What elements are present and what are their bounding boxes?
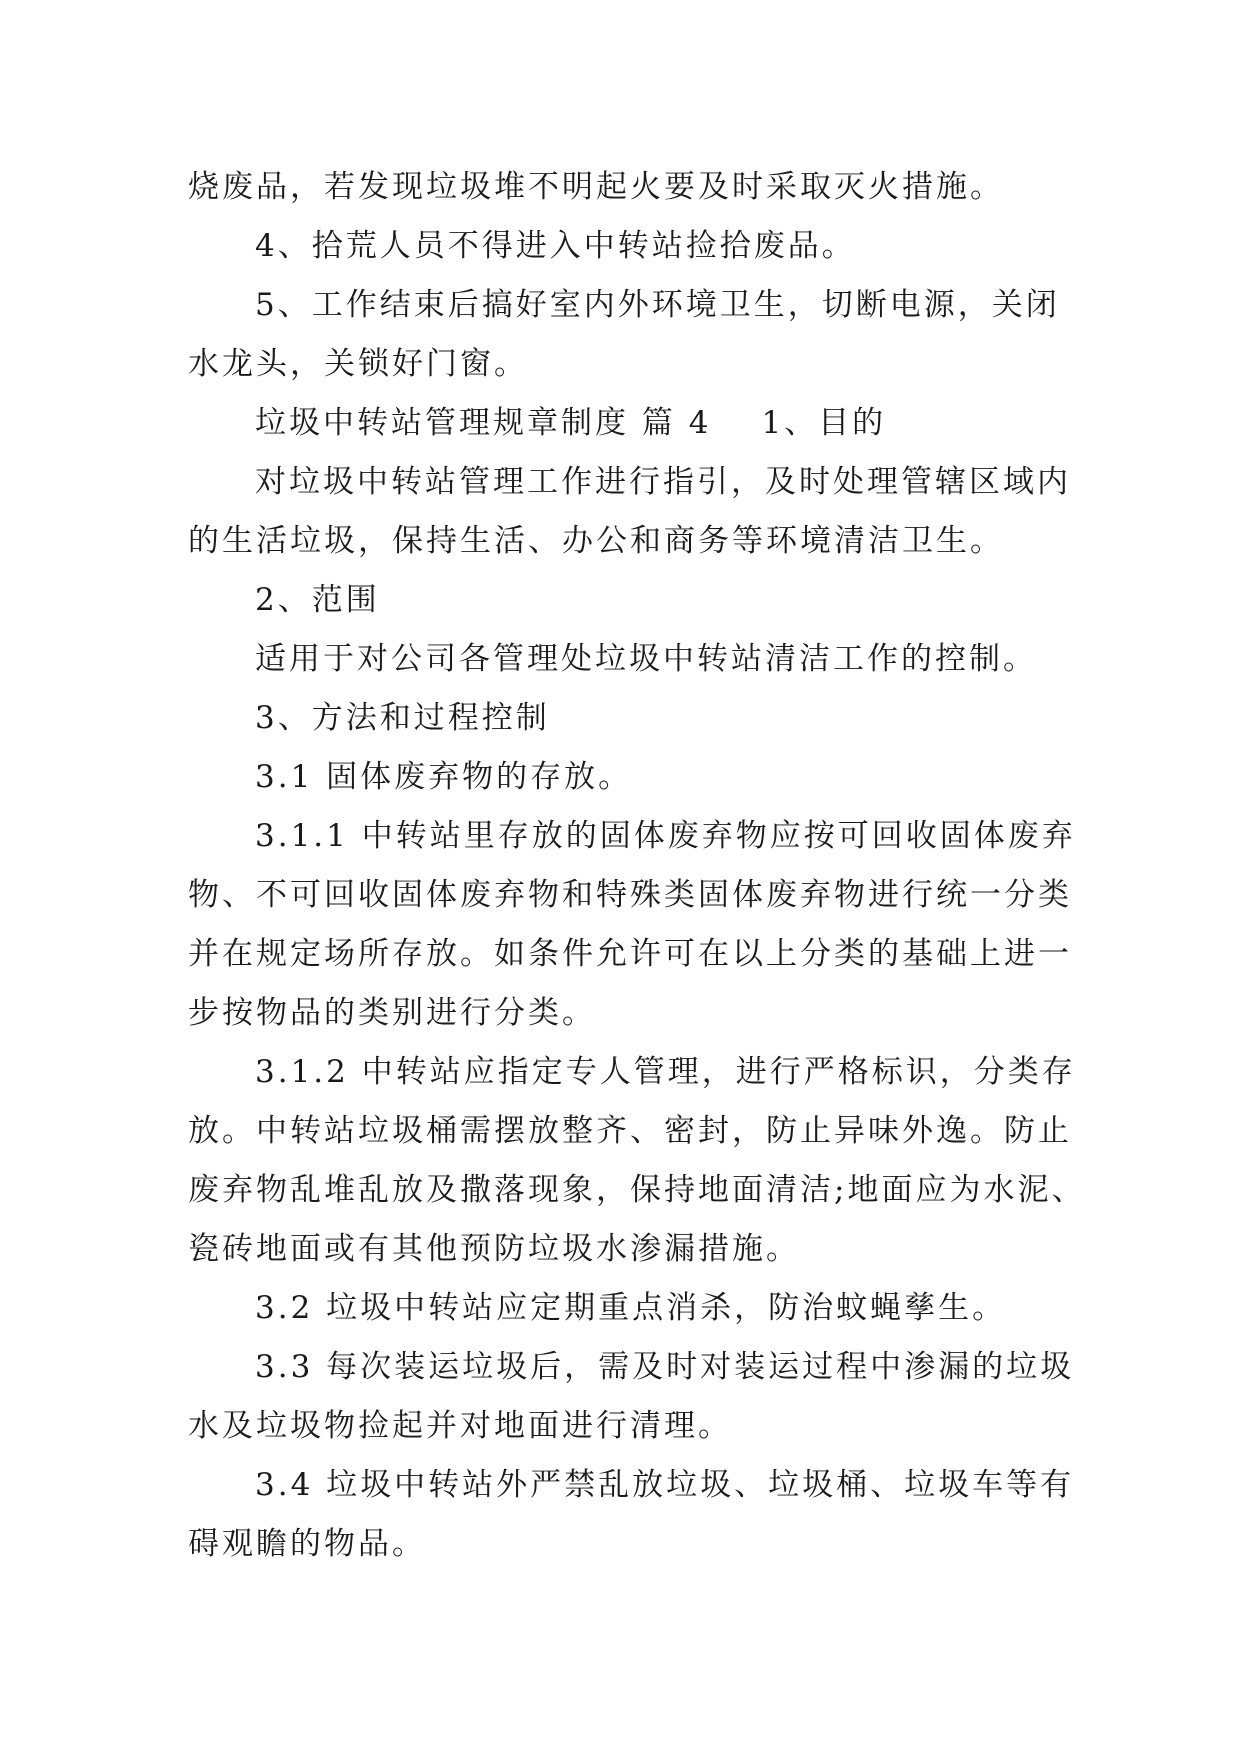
paragraph-line: 适用于对公司各管理处垃圾中转站清洁工作的控制。	[255, 641, 1037, 677]
paragraph-line: 对垃圾中转站管理工作进行指引，及时处理管辖区域内	[255, 464, 1071, 500]
paragraph-line: 3.2 垃圾中转站应定期重点消杀，防治蚊蝇孳生。	[255, 1290, 1007, 1326]
document-body	[188, 158, 1086, 1574]
paragraph-line: 水及垃圾物捡起并对地面进行清理。	[188, 1408, 732, 1444]
paragraph-line: 3.1.1 中转站里存放的固体废弃物应按可回收固体废弃	[255, 818, 1076, 854]
paragraph-line: 3.1.2 中转站应指定专人管理，进行严格标识，分类存	[255, 1054, 1076, 1090]
paragraph-line: 3.4 垃圾中转站外严禁乱放垃圾、垃圾桶、垃圾车等有	[255, 1467, 1075, 1503]
paragraph-line: 步按物品的类别进行分类。	[188, 995, 596, 1031]
paragraph-line: 水龙头，关锁好门窗。	[188, 346, 528, 382]
paragraph-line: 并在规定场所存放。如条件允许可在以上分类的基础上进一	[188, 936, 1072, 972]
paragraph-line: 3.3 每次装运垃圾后，需及时对装运过程中渗漏的垃圾	[255, 1349, 1075, 1385]
subsection-title: 3、方法和过程控制	[255, 700, 550, 736]
paragraph-line: 烧废品，若发现垃圾堆不明起火要及时采取灭火措施。	[188, 169, 1004, 205]
section-title: 垃圾中转站管理规章制度 篇 4	[255, 405, 712, 441]
paragraph-line: 碍观瞻的物品。	[188, 1526, 426, 1562]
paragraph-line: 3.1 固体废弃物的存放。	[255, 759, 633, 795]
paragraph-line: 4、拾荒人员不得进入中转站捡拾废品。	[255, 228, 856, 264]
paragraph-line: 放。中转站垃圾桶需摆放整齐、密封，防止异味外逸。防止	[188, 1113, 1072, 1149]
section-heading	[188, 394, 1058, 453]
paragraph-line: 5、工作结束后搞好室内外环境卫生，切断电源，关闭	[255, 287, 1060, 323]
subsection-title: 1、目的	[761, 405, 887, 441]
subsection-title: 2、范围	[255, 582, 380, 618]
paragraph-line: 瓷砖地面或有其他预防垃圾水渗漏措施。	[188, 1231, 800, 1267]
paragraph-line: 物、不可回收固体废弃物和特殊类固体废弃物进行统一分类	[188, 877, 1072, 913]
paragraph-line: 的生活垃圾，保持生活、办公和商务等环境清洁卫生。	[188, 523, 1004, 559]
paragraph-line: 废弃物乱堆乱放及撒落现象，保持地面清洁;地面应为水泥、	[188, 1172, 1086, 1208]
